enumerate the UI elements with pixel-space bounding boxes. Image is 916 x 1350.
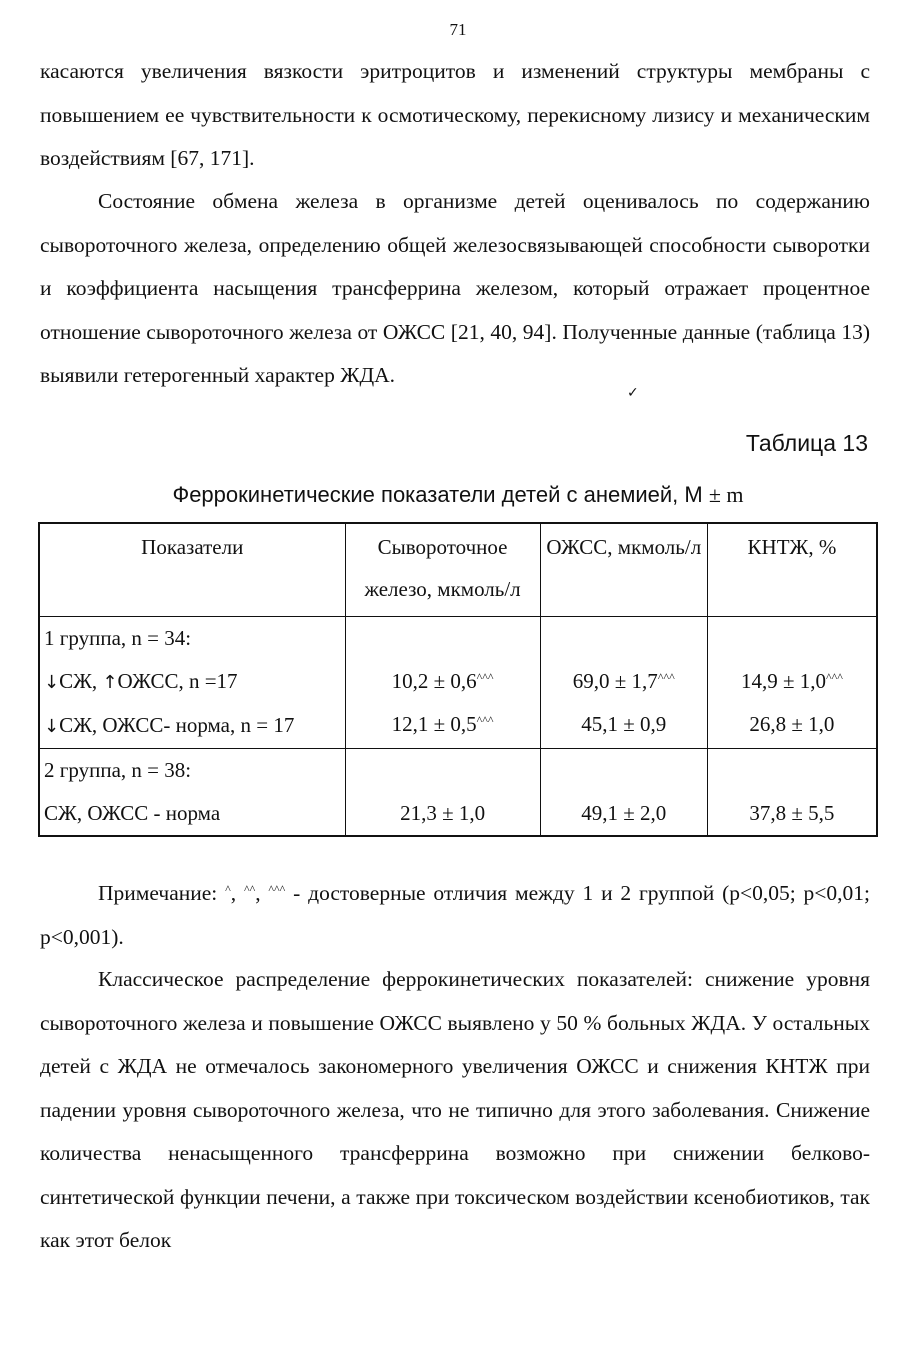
- note-sig1: ^: [225, 882, 231, 896]
- note-sep2: ,: [255, 881, 269, 905]
- table-row-group2: [39, 749, 877, 837]
- ferrokinetic-table: [38, 522, 878, 837]
- page-number: 71: [449, 20, 467, 39]
- group1-row2-label: [44, 704, 341, 748]
- group1-row1-kntj-value: 14,9 ± 1,0: [740, 669, 826, 693]
- table-title-pm: ± m: [708, 482, 744, 507]
- group1-row1-ojss: [545, 660, 703, 703]
- table-note: [40, 872, 870, 959]
- group1-row1-ojss-sup: ^^^: [657, 670, 675, 684]
- up-arrow-icon: ↑: [102, 672, 118, 693]
- group2-row1-label: СЖ, ОЖСС - норма: [44, 801, 221, 825]
- group1-row2-se-sup: ^^^: [476, 713, 494, 727]
- down-arrow-icon: ↓: [44, 672, 60, 693]
- pen-mark-icon: ✓: [627, 385, 639, 401]
- table-header-row: [39, 523, 877, 617]
- note-sep1: ,: [230, 881, 244, 905]
- group1-row1-se-value: 10,2 ± 0,6: [391, 669, 477, 693]
- table-title-text: Феррокинетические показатели детей с анемией, М: [172, 482, 703, 507]
- group1-row1-se-sup: ^^^: [476, 670, 494, 684]
- group1-labels: [39, 617, 345, 749]
- group1-row2-se: [350, 703, 536, 746]
- group1-row1-kntj-sup: ^^^: [825, 670, 843, 684]
- group1-row1-label-b: ОЖСС, n =17: [117, 669, 238, 693]
- group1-row2-se-value: 12,1 ± 0,5: [391, 712, 477, 736]
- group2-label: 2 группа, n = 38:: [44, 758, 192, 782]
- note-sig3: ^^^: [268, 882, 286, 896]
- group2-row1-ojss: 49,1 ± 2,0: [581, 801, 667, 825]
- group1-row1-ojss-value: 69,0 ± 1,7: [572, 669, 658, 693]
- group1-row1-kntj: [712, 660, 872, 703]
- group1-serum-iron: [345, 617, 540, 749]
- group1-row1-label-a: СЖ,: [59, 669, 103, 693]
- group1-label: 1 группа, n = 34:: [44, 626, 192, 650]
- group2-ojss: [540, 749, 707, 837]
- table-row-group1: [39, 617, 877, 749]
- note-sig2: ^^: [243, 882, 256, 896]
- group2-row1-kntj: 37,8 ± 5,5: [749, 801, 835, 825]
- header-serum-iron: Сывороточное железо, мкмоль/л: [345, 523, 540, 617]
- group1-row2-ojss: 45,1 ± 0,9: [581, 712, 667, 736]
- group1-row1-se: [350, 660, 536, 703]
- table-title: [0, 482, 916, 508]
- group2-labels: [39, 749, 345, 837]
- paragraph-1: касаются увеличения вязкости эритроцитов и изменений структуры мембраны с повышением ее чувствительности к осмотическому, перекисному лизису и механическим воздействиям [67, 171].: [40, 59, 870, 170]
- group1-ojss: [540, 617, 707, 749]
- group1-kntj: [707, 617, 877, 749]
- group2-kntj: [707, 749, 877, 837]
- paragraph-3: Классическое распределение феррокинетических показателей: снижение уровня сывороточного железа и повышение ОЖСС выявлено у 50 % больных ЖДА. У остальных детей с ЖДА не отмечалось закономерного увеличения ОЖСС и снижения КНТЖ при падении уровня сывороточного железа, что не типично для этого заболевания. Снижение количества ненасыщенного трансферрина возможно при снижении белково-синтетической функции печени, а также при токсическом воздействии ксенобиотиков, так как этот белок: [40, 967, 870, 1252]
- group1-row2-label-text: СЖ, ОЖСС- норма, n = 17: [59, 713, 295, 737]
- paragraph-2: Состояние обмена железа в организме детей оценивалось по содержанию сывороточного железа, определению общей железосвязывающей способности сыворотки и коэффициента насыщения трансферрина железом, который отражает процентное отношение сывороточного железа от ОЖСС [21, 40, 94]. Полученные данные (таблица 13) выявили гетерогенный характер ЖДА.: [40, 189, 870, 387]
- group2-serum-iron: [345, 749, 540, 837]
- note-prefix: Примечание:: [98, 881, 226, 905]
- group1-row1-label: [44, 660, 341, 704]
- table-caption: Таблица 13: [745, 430, 868, 456]
- group1-row2-kntj: 26,8 ± 1,0: [749, 712, 835, 736]
- down-arrow-icon: ↓: [44, 716, 60, 737]
- header-indicators: Показатели: [39, 523, 345, 617]
- group2-row1-se: 21,3 ± 1,0: [400, 801, 486, 825]
- note-rest: - достоверные отличия между 1 и 2 группой (p<0,05; p<0,01; p<0,001).: [40, 881, 871, 949]
- header-kntj: КНТЖ, %: [707, 523, 877, 617]
- header-ojss: ОЖСС, мкмоль/л: [540, 523, 707, 617]
